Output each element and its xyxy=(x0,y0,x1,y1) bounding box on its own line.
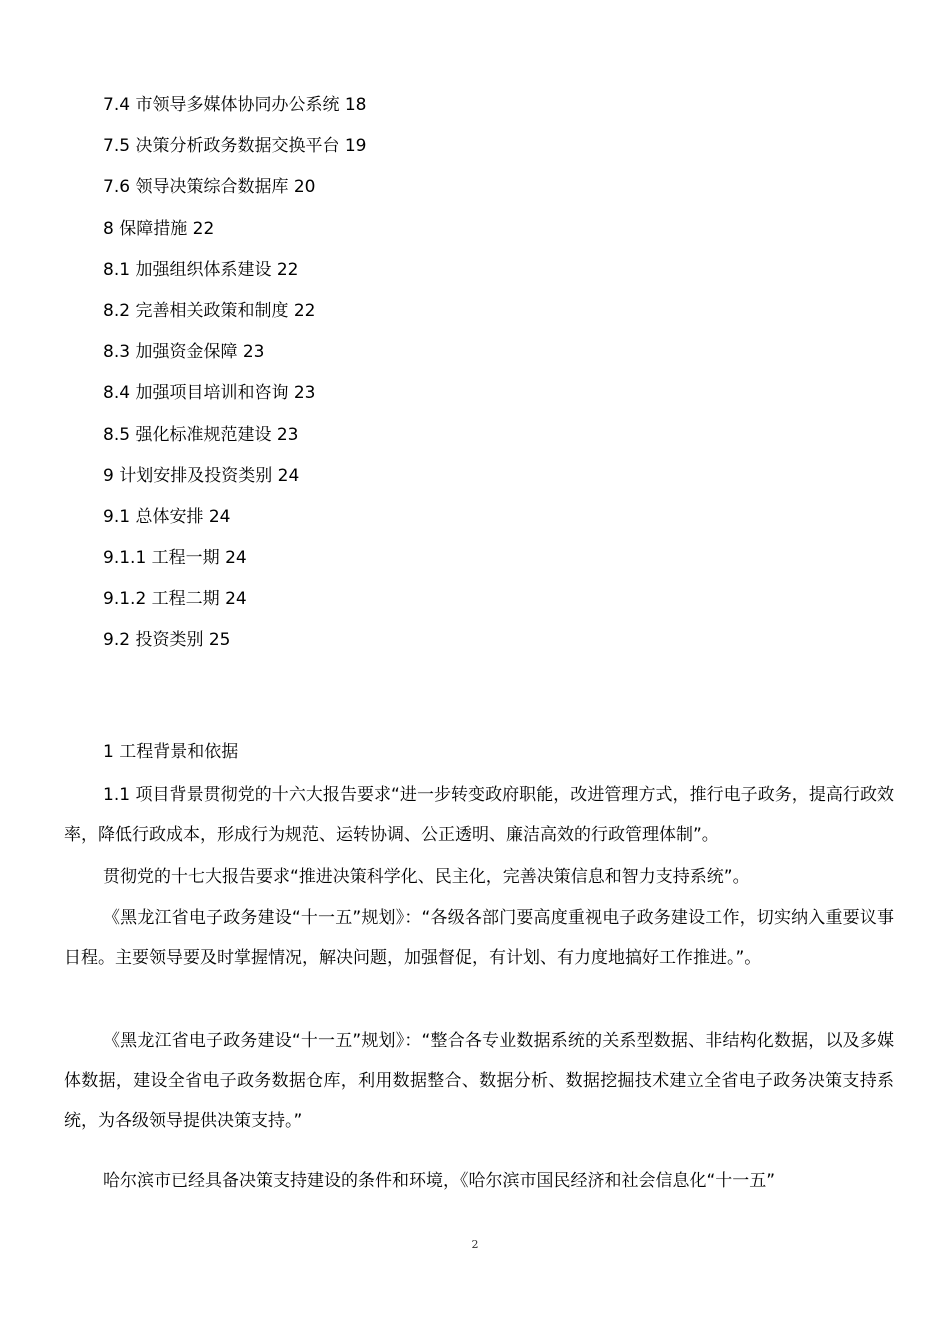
toc-entry[interactable]: 8.1 加强组织体系建设 22 xyxy=(103,259,299,280)
toc-entry[interactable]: 8.5 强化标准规范建设 23 xyxy=(103,424,299,445)
body-paragraph: 《黑龙江省电子政务建设“十一五”规划》：“各级各部门要高度重视电子政务建设工作，切实纳入重要议事日程。主要领导要及时掌握情况，解决问题，加强督促，有计划、有力度地搞好工作推进。”。 xyxy=(64,908,894,968)
toc-entry[interactable]: 8.3 加强资金保障 23 xyxy=(103,342,265,363)
page-number: 2 xyxy=(471,1238,479,1251)
toc-entry[interactable]: 9.1.2 工程二期 24 xyxy=(103,589,247,610)
toc-entry[interactable]: 9.1 总体安排 24 xyxy=(103,506,231,527)
toc-entry[interactable]: 7.4 市领导多媒体协同办公系统 18 xyxy=(103,95,367,115)
toc-entry[interactable]: 9.2 投资类别 25 xyxy=(103,630,231,651)
toc-entry[interactable]: 8.4 加强项目培训和咨询 23 xyxy=(103,383,316,404)
body-paragraph: 《黑龙江省电子政务建设“十一五”规划》：“整合各专业数据系统的关系型数据、非结构化数据，以及多媒体数据，建设全省电子政务数据仓库，利用数据整合、数据分析、数据挖掘技术建立全省电子政务决策支持系统，为各级领导提供决策支持。” xyxy=(64,1031,894,1131)
section-heading: 1 工程背景和依据 xyxy=(103,742,239,762)
toc-entry[interactable]: 7.5 决策分析政务数据交换平台 19 xyxy=(103,136,367,157)
toc-entry[interactable]: 8.2 完善相关政策和制度 22 xyxy=(103,300,316,321)
body-paragraph: 哈尔滨市已经具备决策支持建设的条件和环境，《哈尔滨市国民经济和社会信息化“十一五” xyxy=(103,1171,776,1191)
body-paragraph: 贯彻党的十七大报告要求“推进决策科学化、民主化，完善决策信息和智力支持系统”。 xyxy=(103,867,750,887)
toc-entry[interactable]: 7.6 领导决策综合数据库 20 xyxy=(103,177,316,198)
table-of-contents xyxy=(103,90,366,667)
toc-entry[interactable]: 9.1.1 工程一期 24 xyxy=(103,548,247,569)
body-paragraph: 1.1 项目背景贯彻党的十六大报告要求“进一步转变政府职能，改进管理方式，推行电子政务，提高行政效率，降低行政成本，形成行为规范、运转协调、公正透明、廉洁高效的行政管理体制”。 xyxy=(64,785,894,845)
toc-entry[interactable]: 8 保障措施 22 xyxy=(103,218,215,239)
toc-entry[interactable]: 9 计划安排及投资类别 24 xyxy=(103,465,300,486)
